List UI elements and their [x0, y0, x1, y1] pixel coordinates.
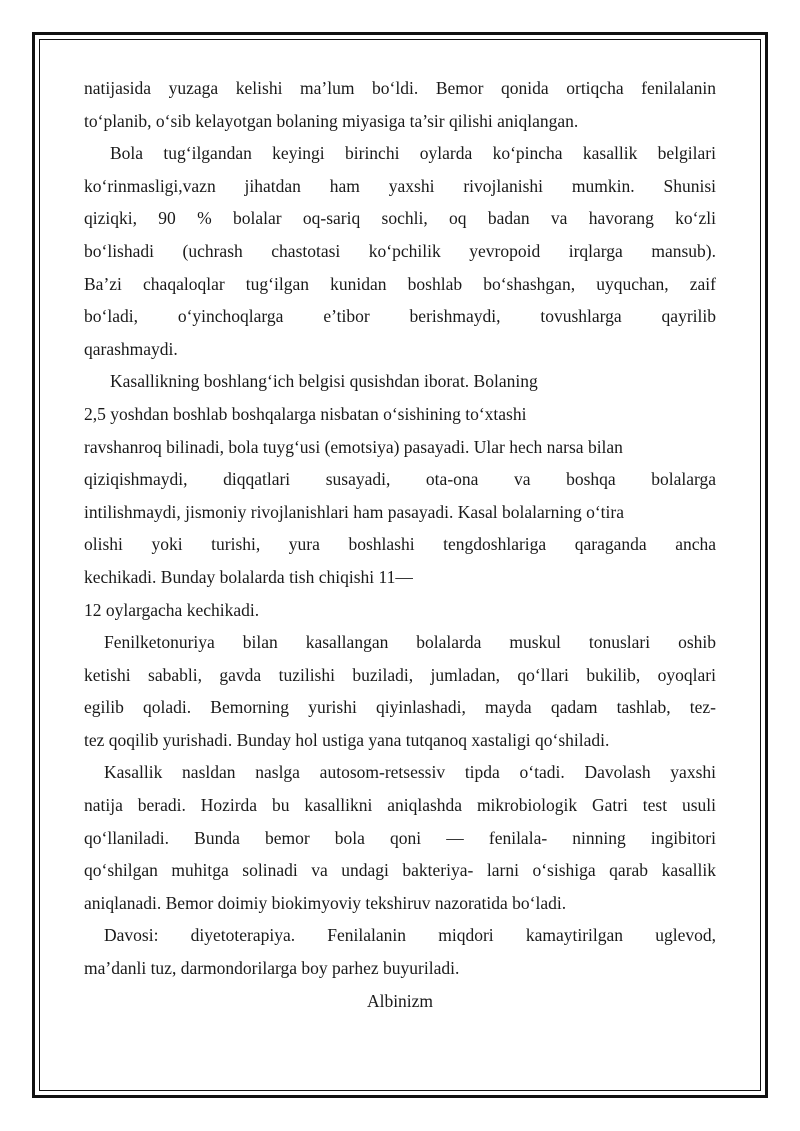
- text-line: Kasallikning boshlang‘ich belgisi qusishdan iborat. Bolaning: [110, 371, 538, 392]
- document-body: [84, 72, 716, 1017]
- text-line: Ba’zi chaqaloqlar tug‘ilgan kunidan boshlab bo‘shashgan, uyquchan, zaif: [84, 273, 716, 294]
- text-line: natijasida yuzaga kelishi ma’lum bo‘ldi. Bemor qonida ortiqcha fenilalanin: [84, 78, 716, 98]
- text-line: 12 oylargacha kechikadi.: [84, 599, 260, 620]
- text-line: qarashmaydi.: [84, 338, 178, 359]
- text-line: qo‘shilgan muhitga solinadi va undagi bakteriya- larni o‘sishiga qarab kasallik: [84, 860, 716, 881]
- text-line: aniqlanadi. Bemor doimiy biokimyoviy tekshiruv nazoratida bo‘ladi.: [84, 892, 567, 913]
- text-line: ketishi sababli, gavda tuzilishi buziladi, jumladan, qo‘llari bukilib, oyoqlari: [84, 664, 716, 685]
- text-line: egilib qoladi. Bemorning yurishi qiyinlashadi, mayda qadam tashlab, tez-: [84, 697, 716, 718]
- text-line: qiziqishmaydi, diqqatlari susayadi, ota-ona va boshqa bolalarga: [84, 469, 716, 490]
- text-line: Davosi: diyetoterapiya. Fenilalanin miqdori kamaytirilgan uglevod,: [104, 925, 716, 946]
- section-heading: Albinizm: [366, 990, 434, 1011]
- text-line: bo‘lishadi (uchrash chastotasi ko‘pchilik yevropoid irqlarga mansub).: [84, 240, 716, 261]
- text-line: intilishmaydi, jismoniy rivojlanishlari ham pasayadi. Kasal bolalarning o‘tira: [84, 501, 624, 522]
- text-line: Fenilketonuriya bilan kasallangan bolalarda muskul tonuslari oshib: [104, 632, 716, 653]
- text-line: kechikadi. Bunday bolalarda tish chiqishi 11—: [84, 566, 413, 587]
- text-line: qo‘llaniladi. Bunda bemor bola qoni — fenilala- ninning ingibitori: [84, 827, 716, 848]
- text-line: qiziqki, 90 % bolalar oq-sariq sochli, oq badan va havorang ko‘zli: [84, 208, 716, 229]
- text-line: Kasallik nasldan naslga autosom-retsessiv tipda o‘tadi. Davolash yaxshi: [104, 762, 716, 783]
- text-line: ko‘rinmasligi,vazn jihatdan ham yaxshi rivojlanishi mumkin. Shunisi: [84, 175, 716, 196]
- text-line: ravshanroq bilinadi, bola tuyg‘usi (emotsiya) pasayadi. Ular hech narsa bilan: [84, 436, 623, 457]
- text-line: natija beradi. Hozirda bu kasallikni aniqlashda mikrobiologik Gatri test usuli: [84, 795, 716, 816]
- text-line: bo‘ladi, o‘yinchoqlarga e’tibor berishmaydi, tovushlarga qayrilib: [84, 306, 716, 327]
- text-line: 2,5 yoshdan boshlab boshqalarga nisbatan o‘sishining to‘xtashi: [84, 403, 527, 424]
- text-line: tez qoqilib yurishadi. Bunday hol ustiga yana tutqanoq xastaligi qo‘shiladi.: [84, 729, 610, 750]
- text-line: Bola tug‘ilgandan keyingi birinchi oylarda ko‘pincha kasallik belgilari: [110, 143, 716, 164]
- text-line: ma’danli tuz, darmondorilarga boy parhez buyuriladi.: [84, 958, 460, 979]
- text-line: olishi yoki turishi, yura boshlashi tengdoshlariga qaraganda ancha: [84, 534, 716, 555]
- text-line: to‘planib, o‘sib kelayotgan bolaning miyasiga ta’sir qilishi aniqlangan.: [84, 110, 579, 131]
